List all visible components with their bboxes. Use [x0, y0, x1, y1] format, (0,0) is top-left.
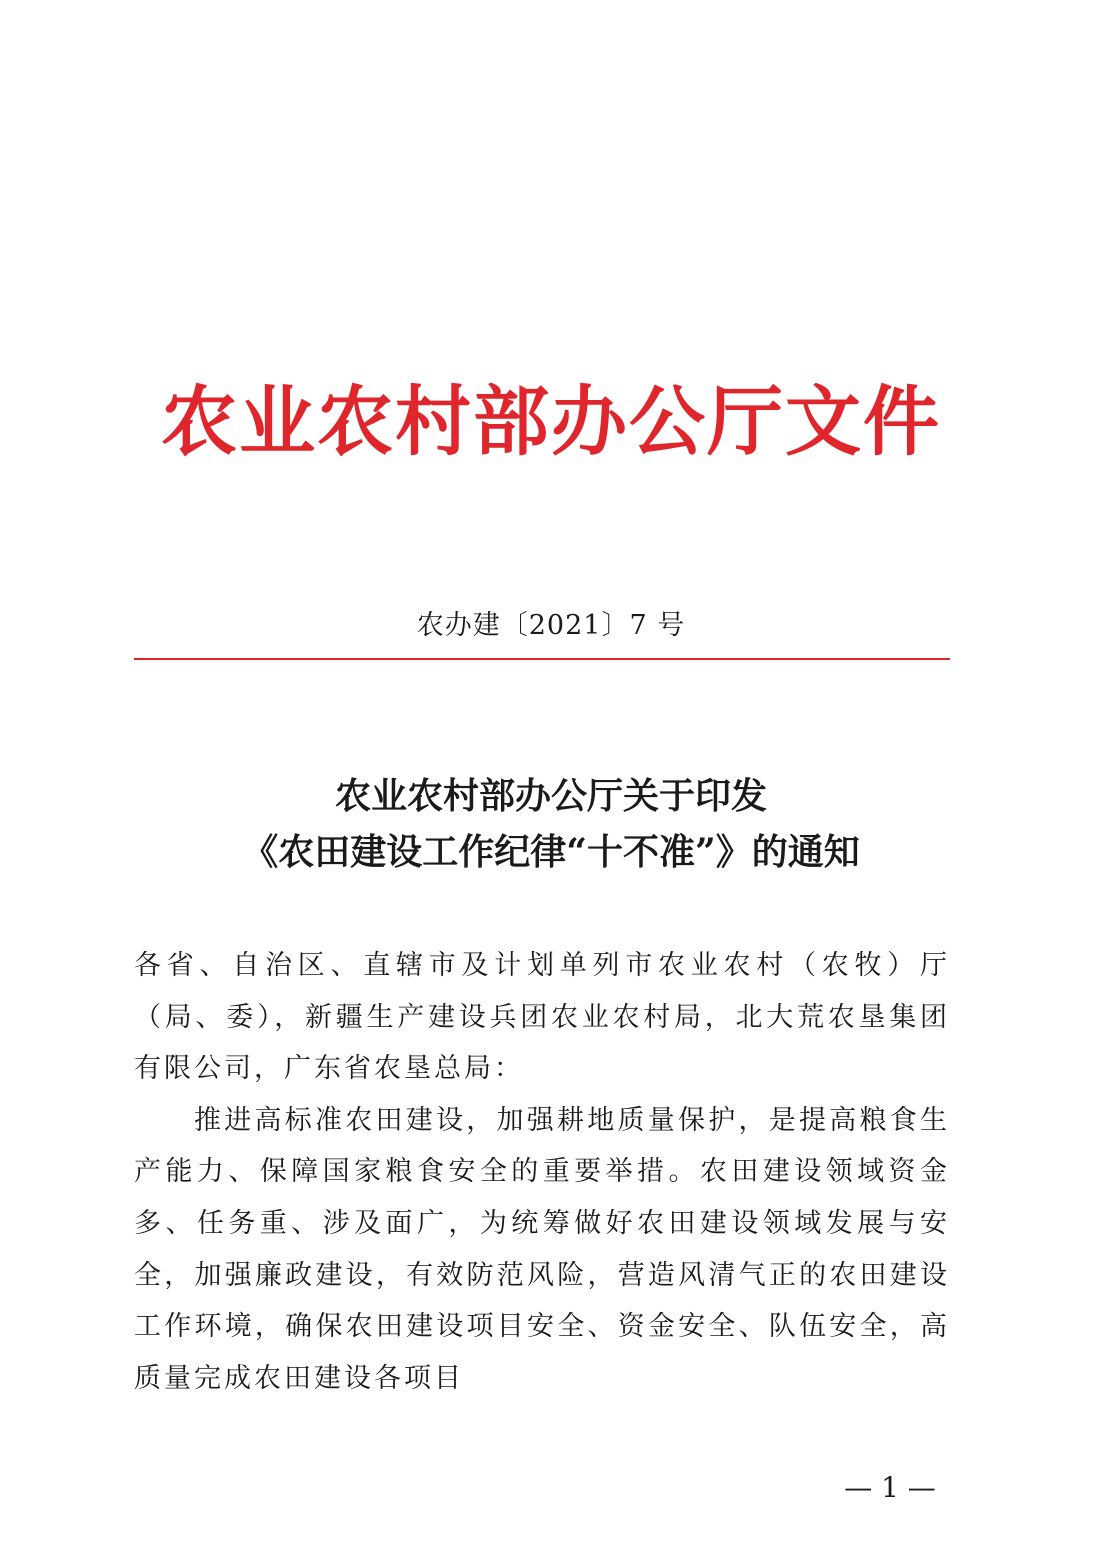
body-paragraph: 推进高标准农田建设，加强耕地质量保护，是提高粮食生产能力、保障国家粮食安全的重要举措。农田建设领域资金多、任务重、涉及面广，为统筹做好农田建设领域发展与安全，加强廉政建设，有效防范风险，营造风清气正的农田建设工作环境，确保农田建设项目安全、资金安全、队伍安全，高质量完成农田建设各项目	[134, 1104, 950, 1394]
document-masthead: 农业农村部办公厅文件	[161, 377, 941, 466]
addressee-paragraph: 各省、自治区、直辖市及计划单列市农业农村（农牧）厅（局、委），新疆生产建设兵团农业农村局，北大荒农垦集团有限公司，广东省农垦总局：	[134, 950, 950, 1085]
title-line-2: 《农田建设工作纪律“十不准”》的通知	[242, 831, 860, 873]
document-number: 农办建〔2021〕7 号	[416, 610, 686, 641]
red-divider-line	[134, 658, 950, 660]
page-number: — 1 —	[844, 1471, 936, 1504]
title-line-1: 农业农村部办公厅关于印发	[334, 775, 767, 817]
document-title	[0, 768, 1102, 880]
document-body	[134, 940, 950, 1404]
